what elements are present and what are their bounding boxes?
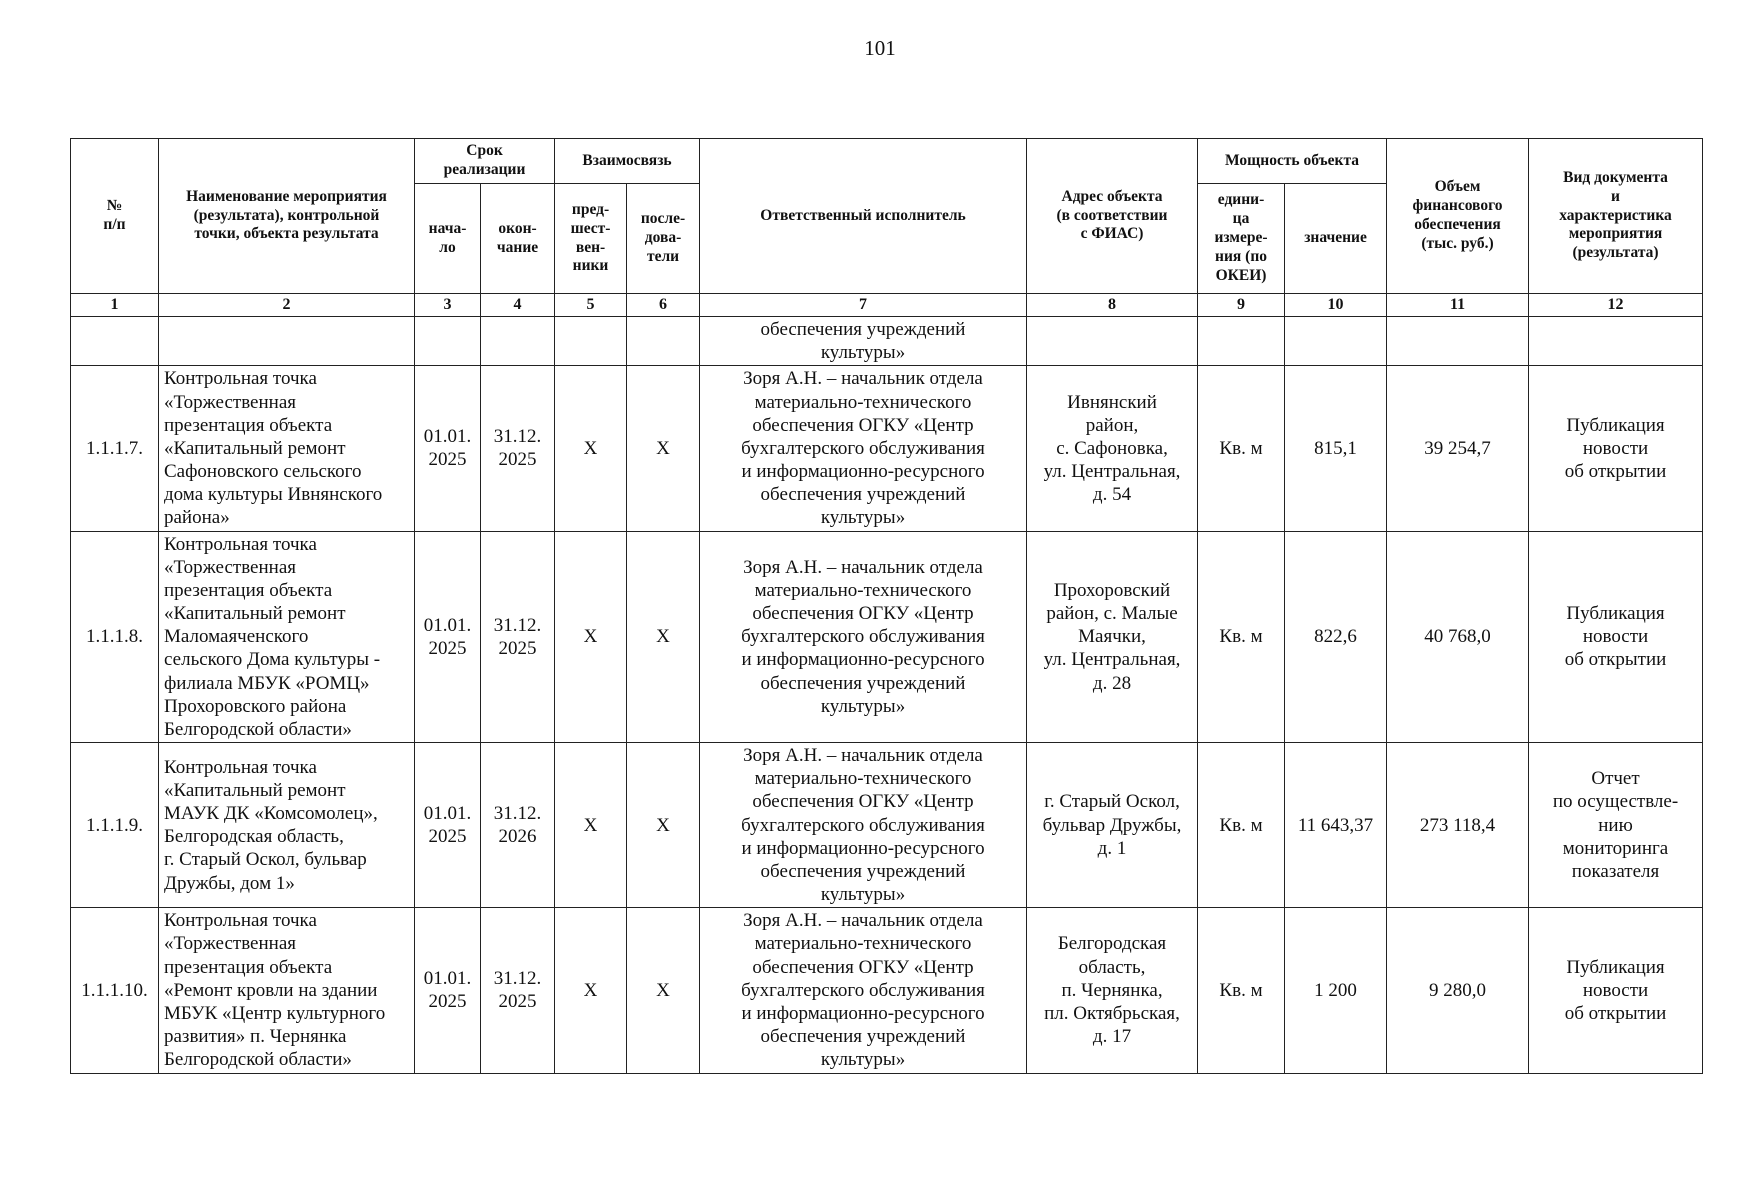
header-predecessors: пред- шест- вен- ники <box>555 184 627 294</box>
row-funding: 40 768,0 <box>1387 531 1529 743</box>
row-successors: Х <box>627 366 700 531</box>
column-number: 9 <box>1198 294 1285 317</box>
row-name: Контрольная точка «Капитальный ремонт МАУК ДК «Комсомолец», Белгородская область, г. Старый Оскол, бульвар Дружбы, дом 1» <box>159 743 415 908</box>
row-doc-type: Отчет по осуществле- нию мониторинга показателя <box>1529 743 1703 908</box>
row-name: Контрольная точка «Торжественная презентация объекта «Ремонт кровли на здании МБУК «Центр культурного развития» п. Чернянка Белгородской области» <box>159 908 415 1073</box>
row-successors: Х <box>627 743 700 908</box>
row-unit: Кв. м <box>1198 531 1285 743</box>
header-end: окон- чание <box>481 184 555 294</box>
row-successors: Х <box>627 531 700 743</box>
row-value: 815,1 <box>1285 366 1387 531</box>
row-unit: Кв. м <box>1198 908 1285 1073</box>
row-doc-type: Публикация новости об открытии <box>1529 366 1703 531</box>
header-address: Адрес объекта (в соответствии с ФИАС) <box>1027 139 1198 294</box>
row-executor: Зоря А.Н. – начальник отдела материально-технического обеспечения ОГКУ «Центр бухгалтерского обслуживания и информационно-ресурсного обеспечения учреждений культуры» <box>700 908 1027 1073</box>
row-executor: Зоря А.Н. – начальник отдела материально-технического обеспечения ОГКУ «Центр бухгалтерского обслуживания и информационно-ресурсного обеспечения учреждений культуры» <box>700 531 1027 743</box>
column-number: 3 <box>415 294 481 317</box>
column-number: 7 <box>700 294 1027 317</box>
header-capacity: Мощность объекта <box>1198 139 1387 184</box>
header-executor: Ответственный исполнитель <box>700 139 1027 294</box>
continuation-executor-text: обеспечения учреждений культуры» <box>700 317 1027 366</box>
table-row <box>71 366 1703 531</box>
table-row <box>71 531 1703 743</box>
row-num: 1.1.1.10. <box>71 908 159 1073</box>
continuation-row <box>71 317 1703 366</box>
header-value: значение <box>1285 184 1387 294</box>
column-number: 5 <box>555 294 627 317</box>
column-number: 1 <box>71 294 159 317</box>
row-funding: 9 280,0 <box>1387 908 1529 1073</box>
row-end: 31.12. 2025 <box>481 908 555 1073</box>
row-start: 01.01. 2025 <box>415 743 481 908</box>
row-num: 1.1.1.8. <box>71 531 159 743</box>
row-start: 01.01. 2025 <box>415 908 481 1073</box>
activities-table <box>70 138 1703 1074</box>
column-numbers-row <box>71 294 1703 317</box>
row-address: Прохоровский район, с. Малые Маячки, ул. Центральная, д. 28 <box>1027 531 1198 743</box>
row-value: 11 643,37 <box>1285 743 1387 908</box>
row-end: 31.12. 2026 <box>481 743 555 908</box>
column-number: 6 <box>627 294 700 317</box>
row-value: 1 200 <box>1285 908 1387 1073</box>
row-num: 1.1.1.7. <box>71 366 159 531</box>
row-num: 1.1.1.9. <box>71 743 159 908</box>
row-end: 31.12. 2025 <box>481 366 555 531</box>
row-predecessors: Х <box>555 743 627 908</box>
row-unit: Кв. м <box>1198 366 1285 531</box>
row-executor: Зоря А.Н. – начальник отдела материально-технического обеспечения ОГКУ «Центр бухгалтерского обслуживания и информационно-ресурсного обеспечения учреждений культуры» <box>700 366 1027 531</box>
header-unit: едини- ца измере- ния (по ОКЕИ) <box>1198 184 1285 294</box>
row-doc-type: Публикация новости об открытии <box>1529 531 1703 743</box>
row-doc-type: Публикация новости об открытии <box>1529 908 1703 1073</box>
column-number: 12 <box>1529 294 1703 317</box>
row-predecessors: Х <box>555 908 627 1073</box>
row-start: 01.01. 2025 <box>415 366 481 531</box>
table-row <box>71 743 1703 908</box>
row-name: Контрольная точка «Торжественная презентация объекта «Капитальный ремонт Сафоновского сельского дома культуры Ивнянского района» <box>159 366 415 531</box>
row-start: 01.01. 2025 <box>415 531 481 743</box>
header-period: Срок реализации <box>415 139 555 184</box>
page-number: 101 <box>864 36 896 60</box>
row-executor: Зоря А.Н. – начальник отдела материально-технического обеспечения ОГКУ «Центр бухгалтерского обслуживания и информационно-ресурсного обеспечения учреждений культуры» <box>700 743 1027 908</box>
row-address: Белгородская область, п. Чернянка, пл. Октябрьская, д. 17 <box>1027 908 1198 1073</box>
header-row-top <box>71 139 1703 184</box>
row-address: г. Старый Оскол, бульвар Дружбы, д. 1 <box>1027 743 1198 908</box>
row-funding: 273 118,4 <box>1387 743 1529 908</box>
header-name: Наименование мероприятия (результата), контрольной точки, объекта результата <box>159 139 415 294</box>
header-successors: после- дова- тели <box>627 184 700 294</box>
row-predecessors: Х <box>555 366 627 531</box>
row-value: 822,6 <box>1285 531 1387 743</box>
row-end: 31.12. 2025 <box>481 531 555 743</box>
column-number: 2 <box>159 294 415 317</box>
row-funding: 39 254,7 <box>1387 366 1529 531</box>
column-number: 10 <box>1285 294 1387 317</box>
row-unit: Кв. м <box>1198 743 1285 908</box>
header-num: № п/п <box>71 139 159 294</box>
row-name: Контрольная точка «Торжественная презентация объекта «Капитальный ремонт Маломаяченского сельского Дома культуры - филиала МБУК «РОМЦ» Прохоровского района Белгородской области» <box>159 531 415 743</box>
header-start: нача- ло <box>415 184 481 294</box>
column-number: 4 <box>481 294 555 317</box>
header-funding: Объем финансового обеспечения (тыс. руб.) <box>1387 139 1529 294</box>
row-address: Ивнянский район, с. Сафоновка, ул. Центральная, д. 54 <box>1027 366 1198 531</box>
row-successors: Х <box>627 908 700 1073</box>
row-predecessors: Х <box>555 531 627 743</box>
table-row <box>71 908 1703 1073</box>
header-doc-type: Вид документа и характеристика мероприятия (результата) <box>1529 139 1703 294</box>
header-relation: Взаимосвязь <box>555 139 700 184</box>
column-number: 8 <box>1027 294 1198 317</box>
column-number: 11 <box>1387 294 1529 317</box>
